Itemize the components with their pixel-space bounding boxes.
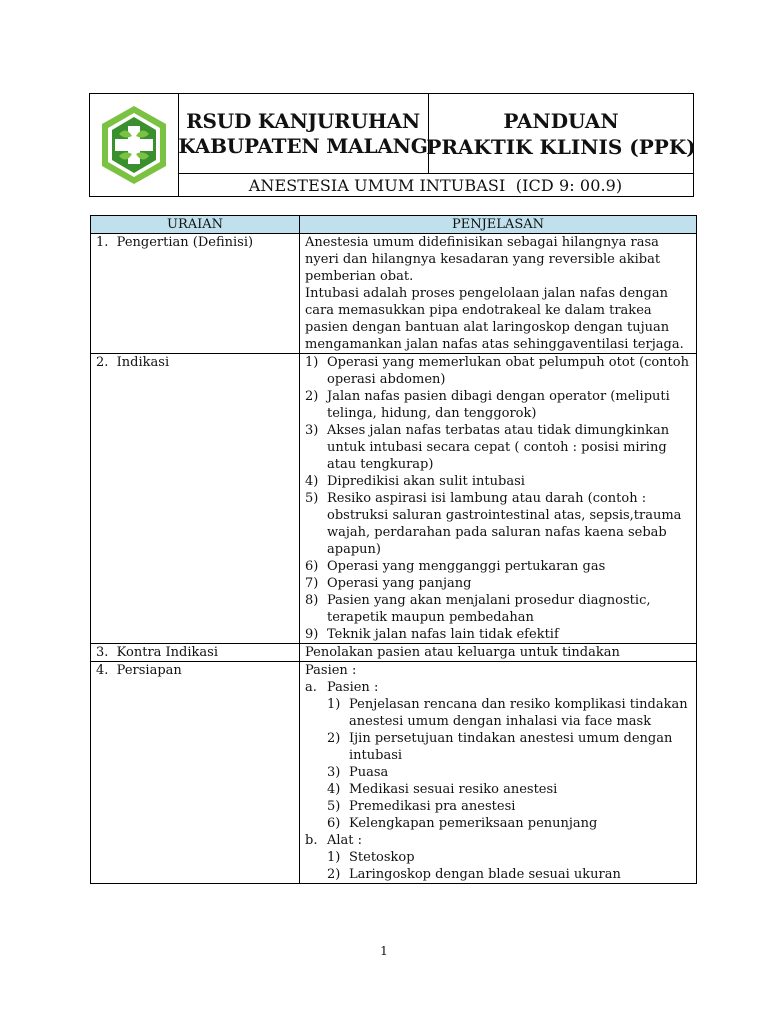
list-text: Operasi yang panjang	[327, 576, 472, 591]
row-label-indikasi	[91, 354, 300, 644]
column-header-uraian: URAIAN	[91, 216, 300, 234]
table-row	[91, 234, 697, 354]
row-content-persiapan	[300, 662, 697, 884]
list-number: 9)	[305, 627, 319, 642]
list-item	[327, 866, 691, 883]
list-text: Operasi yang mengganggi pertukaran gas	[327, 559, 606, 574]
list-number: 3)	[327, 765, 341, 780]
list-item	[327, 798, 691, 815]
hospital-logo-icon	[99, 104, 169, 186]
row-content-kontra-indikasi: Penolakan pasien atau keluarga untuk tindakan	[300, 644, 697, 662]
list-item	[327, 764, 691, 781]
section-intro: Pasien :	[305, 663, 357, 678]
paragraph: Intubasi adalah proses pengelolaan jalan nafas dengan cara memasukkan pipa endotrakeal ke dalam trakea pasien dengan bantuan alat laringoskop dengan tujuan mengamankan jalan nafas atas sehinggaventilasi terjaga.	[305, 286, 684, 352]
list-text: Kelengkapan pemeriksaan penunjang	[349, 816, 598, 831]
document-type-line1: PANDUAN	[503, 108, 619, 133]
list-number: 4)	[327, 782, 341, 797]
list-text: Laringoskop dengan blade sesuai ukuran	[349, 867, 621, 882]
column-header-penjelasan: PENJELASAN	[300, 216, 697, 234]
list-number: 2)	[327, 867, 341, 882]
list-text: Akses jalan nafas terbatas atau tidak dimungkinkan untuk intubasi secara cepat ( contoh : posisi miring atau tengkurap)	[327, 423, 670, 472]
list-text: Penjelasan rencana dan resiko komplikasi tindakan anestesi umum dengan inhalasi via face mask	[349, 697, 688, 729]
list-item	[305, 558, 692, 575]
list-item	[305, 592, 692, 626]
sublist-a	[305, 696, 691, 832]
list-number: 7)	[305, 576, 319, 591]
sublist-title: Alat :	[327, 833, 363, 848]
list-text: Teknik jalan nafas lain tidak efektif	[327, 627, 559, 642]
list-item	[327, 730, 691, 764]
list-number: 5)	[327, 799, 341, 814]
document-type	[426, 94, 696, 174]
table-row	[91, 354, 697, 644]
list-item	[305, 473, 692, 490]
table-row	[91, 662, 697, 884]
row-label-text: 1. Pengertian (Definisi)	[96, 235, 254, 250]
list-item	[327, 849, 691, 866]
table-header-row	[91, 216, 697, 234]
list-item	[327, 696, 691, 730]
paragraph: Anestesia umum didefinisikan sebagai hilangnya rasa nyeri dan hilangnya kesadaran yang reversible akibat pemberian obat.	[305, 235, 661, 284]
list-item	[305, 354, 692, 388]
list-number: 4)	[305, 474, 319, 489]
list-item	[305, 490, 692, 558]
list-number: 1)	[327, 697, 341, 712]
list-text: Ijin persetujuan tindakan anestesi umum dengan intubasi	[349, 731, 673, 763]
hospital-name	[178, 94, 429, 174]
sublist-letter: a.	[305, 680, 317, 695]
row-label-text: 3. Kontra Indikasi	[96, 645, 218, 660]
list-item	[305, 575, 692, 592]
list-item	[305, 422, 692, 473]
row-content-indikasi	[300, 354, 697, 644]
sublist-b	[305, 849, 691, 883]
list-number: 3)	[305, 423, 319, 438]
list-number: 8)	[305, 593, 319, 608]
row-content-pengertian	[300, 234, 697, 354]
list-number: 1)	[327, 850, 341, 865]
table-row	[91, 644, 697, 662]
list-text: Puasa	[349, 765, 389, 780]
list-number: 2)	[305, 389, 319, 404]
list-number: 5)	[305, 491, 319, 506]
sublist-heading-a	[305, 679, 691, 696]
hospital-name-line1: RSUD KANJURUHAN	[186, 108, 420, 133]
sublist-title: Pasien :	[327, 680, 379, 695]
page-number: 1	[380, 944, 388, 958]
list-text: Premedikasi pra anestesi	[349, 799, 516, 814]
sublist-heading-b	[305, 832, 691, 849]
list-item	[327, 781, 691, 798]
list-text: Resiko aspirasi isi lambung atau darah (contoh : obstruksi saluran gastrointestinal atas, sepsis,trauma wajah, perdarahan pada saluran nafas kaena sebab apapun)	[327, 491, 682, 557]
list-text: Dipredikisi akan sulit intubasi	[327, 474, 525, 489]
list-text: Pasien yang akan menjalani prosedur diagnostic, terapetik maupun pembedahan	[327, 593, 651, 625]
document-type-line2: PRAKTIK KLINIS (PPK)	[426, 134, 696, 159]
hospital-logo	[90, 94, 179, 196]
row-label-text: 2. Indikasi	[96, 355, 170, 370]
list-text: Stetoskop	[349, 850, 415, 865]
sublist-letter: b.	[305, 833, 318, 848]
hospital-name-line2: KABUPATEN MALANG	[178, 133, 428, 158]
list-text: Operasi yang memerlukan obat pelumpuh otot (contoh operasi abdomen)	[327, 355, 689, 387]
ppk-table	[90, 215, 697, 884]
row-label-pengertian	[91, 234, 300, 354]
list-number: 6)	[305, 559, 319, 574]
list-number: 2)	[327, 731, 341, 746]
row-label-kontra-indikasi	[91, 644, 300, 662]
list-number: 1)	[305, 355, 319, 370]
document-header	[89, 93, 694, 197]
document-topic: ANESTESIA UMUM INTUBASI (ICD 9: 00.9)	[248, 175, 623, 195]
row-label-text: 4. Persiapan	[96, 663, 182, 678]
list-item	[305, 626, 692, 643]
list-text: Medikasi sesuai resiko anestesi	[349, 782, 558, 797]
list-item	[327, 815, 691, 832]
list-number: 6)	[327, 816, 341, 831]
list-text: Jalan nafas pasien dibagi dengan operator (meliputi telinga, hidung, dan tenggorok)	[327, 389, 670, 421]
row-label-persiapan	[91, 662, 300, 884]
list-item	[305, 388, 692, 422]
